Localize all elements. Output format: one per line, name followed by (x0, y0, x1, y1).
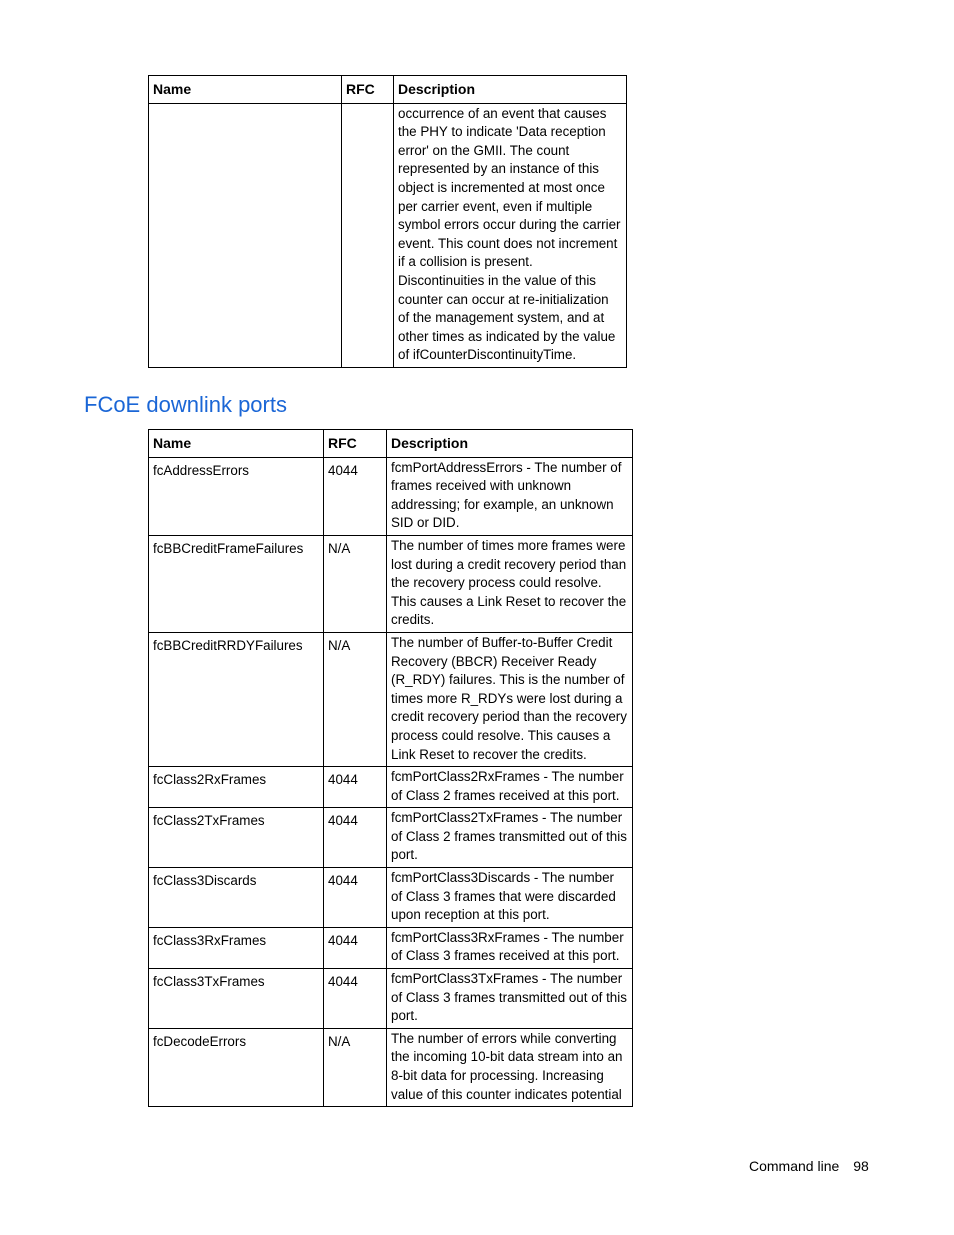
cell-rfc: 4044 (324, 457, 387, 535)
table-row (149, 969, 633, 1029)
cell-name (149, 103, 342, 367)
cell-description: fcmPortClass3TxFrames - The number of Class 3 frames transmitted out of this port. (387, 969, 633, 1029)
section-title: FCoE downlink ports (84, 392, 287, 417)
header-description: Description (394, 76, 627, 104)
header-name: Name (149, 430, 324, 458)
table-header-row (149, 76, 627, 104)
cell-name: fcDecodeErrors (149, 1028, 324, 1106)
cell-rfc: 4044 (324, 868, 387, 928)
cell-name: fcClass3RxFrames (149, 927, 324, 968)
header-rfc: RFC (342, 76, 394, 104)
cell-rfc: 4044 (324, 969, 387, 1029)
cell-rfc: N/A (324, 632, 387, 766)
footer-section-label: Command line (749, 1158, 840, 1174)
cell-description: The number of errors while converting the incoming 10-bit data stream into an 8-bit data for processing. Increasing value of this counter indicates potential (387, 1028, 633, 1106)
header-name: Name (149, 76, 342, 104)
cell-name: fcBBCreditRRDYFailures (149, 632, 324, 766)
table-row (149, 927, 633, 968)
table-row (149, 457, 633, 535)
cell-description: fcmPortClass2RxFrames - The number of Class 2 frames received at this port. (387, 767, 633, 808)
cell-description: fcmPortAddressErrors - The number of frames received with unknown addressing; for example, an unknown SID or DID. (387, 457, 633, 535)
cell-rfc: 4044 (324, 767, 387, 808)
cell-description: occurrence of an event that causes the PHY to indicate 'Data reception error' on the GMII. The count represented by an instance of this object is incremented at most once per carrier event, even if multiple symbol errors occur during the carrier event. This count does not increment if a collision is present. Discontinuities in the value of this counter can occur at re-initialization of the management system, and at other times as indicated by the value of ifCounterDiscontinuityTime. (394, 103, 627, 367)
cell-rfc: N/A (324, 1028, 387, 1106)
cell-rfc: 4044 (324, 927, 387, 968)
table-row (149, 767, 633, 808)
cell-name: fcClass2TxFrames (149, 808, 324, 868)
cell-name: fcClass3TxFrames (149, 969, 324, 1029)
cell-description: fcmPortClass3Discards - The number of Class 3 frames that were discarded upon reception at this port. (387, 868, 633, 928)
cell-rfc: 4044 (324, 808, 387, 868)
page-footer (749, 1158, 869, 1174)
table-header-row (149, 430, 633, 458)
table-row (149, 103, 627, 367)
table-continued (148, 75, 627, 368)
cell-rfc: N/A (324, 535, 387, 632)
header-rfc: RFC (324, 430, 387, 458)
table-row (149, 632, 633, 766)
cell-description: fcmPortClass2TxFrames - The number of Class 2 frames transmitted out of this port. (387, 808, 633, 868)
cell-description: The number of times more frames were lost during a credit recovery period than the recovery process could resolve. This causes a Link Reset to recover the credits. (387, 535, 633, 632)
cell-description: fcmPortClass3RxFrames - The number of Class 3 frames received at this port. (387, 927, 633, 968)
cell-name: fcBBCreditFrameFailures (149, 535, 324, 632)
fcoe-downlink-table (148, 429, 633, 1107)
cell-name: fcClass3Discards (149, 868, 324, 928)
header-description: Description (387, 430, 633, 458)
table-row (149, 808, 633, 868)
table-row (149, 535, 633, 632)
cell-name: fcClass2RxFrames (149, 767, 324, 808)
table-row (149, 868, 633, 928)
cell-name: fcAddressErrors (149, 457, 324, 535)
table-row (149, 1028, 633, 1106)
cell-rfc (342, 103, 394, 367)
cell-description: The number of Buffer-to-Buffer Credit Recovery (BBCR) Receiver Ready (R_RDY) failures. This is the number of times more R_RDYs were lost during a credit recovery period than the recovery process could resolve. This causes a Link Reset to recover the credits. (387, 632, 633, 766)
page-number: 98 (853, 1158, 869, 1174)
